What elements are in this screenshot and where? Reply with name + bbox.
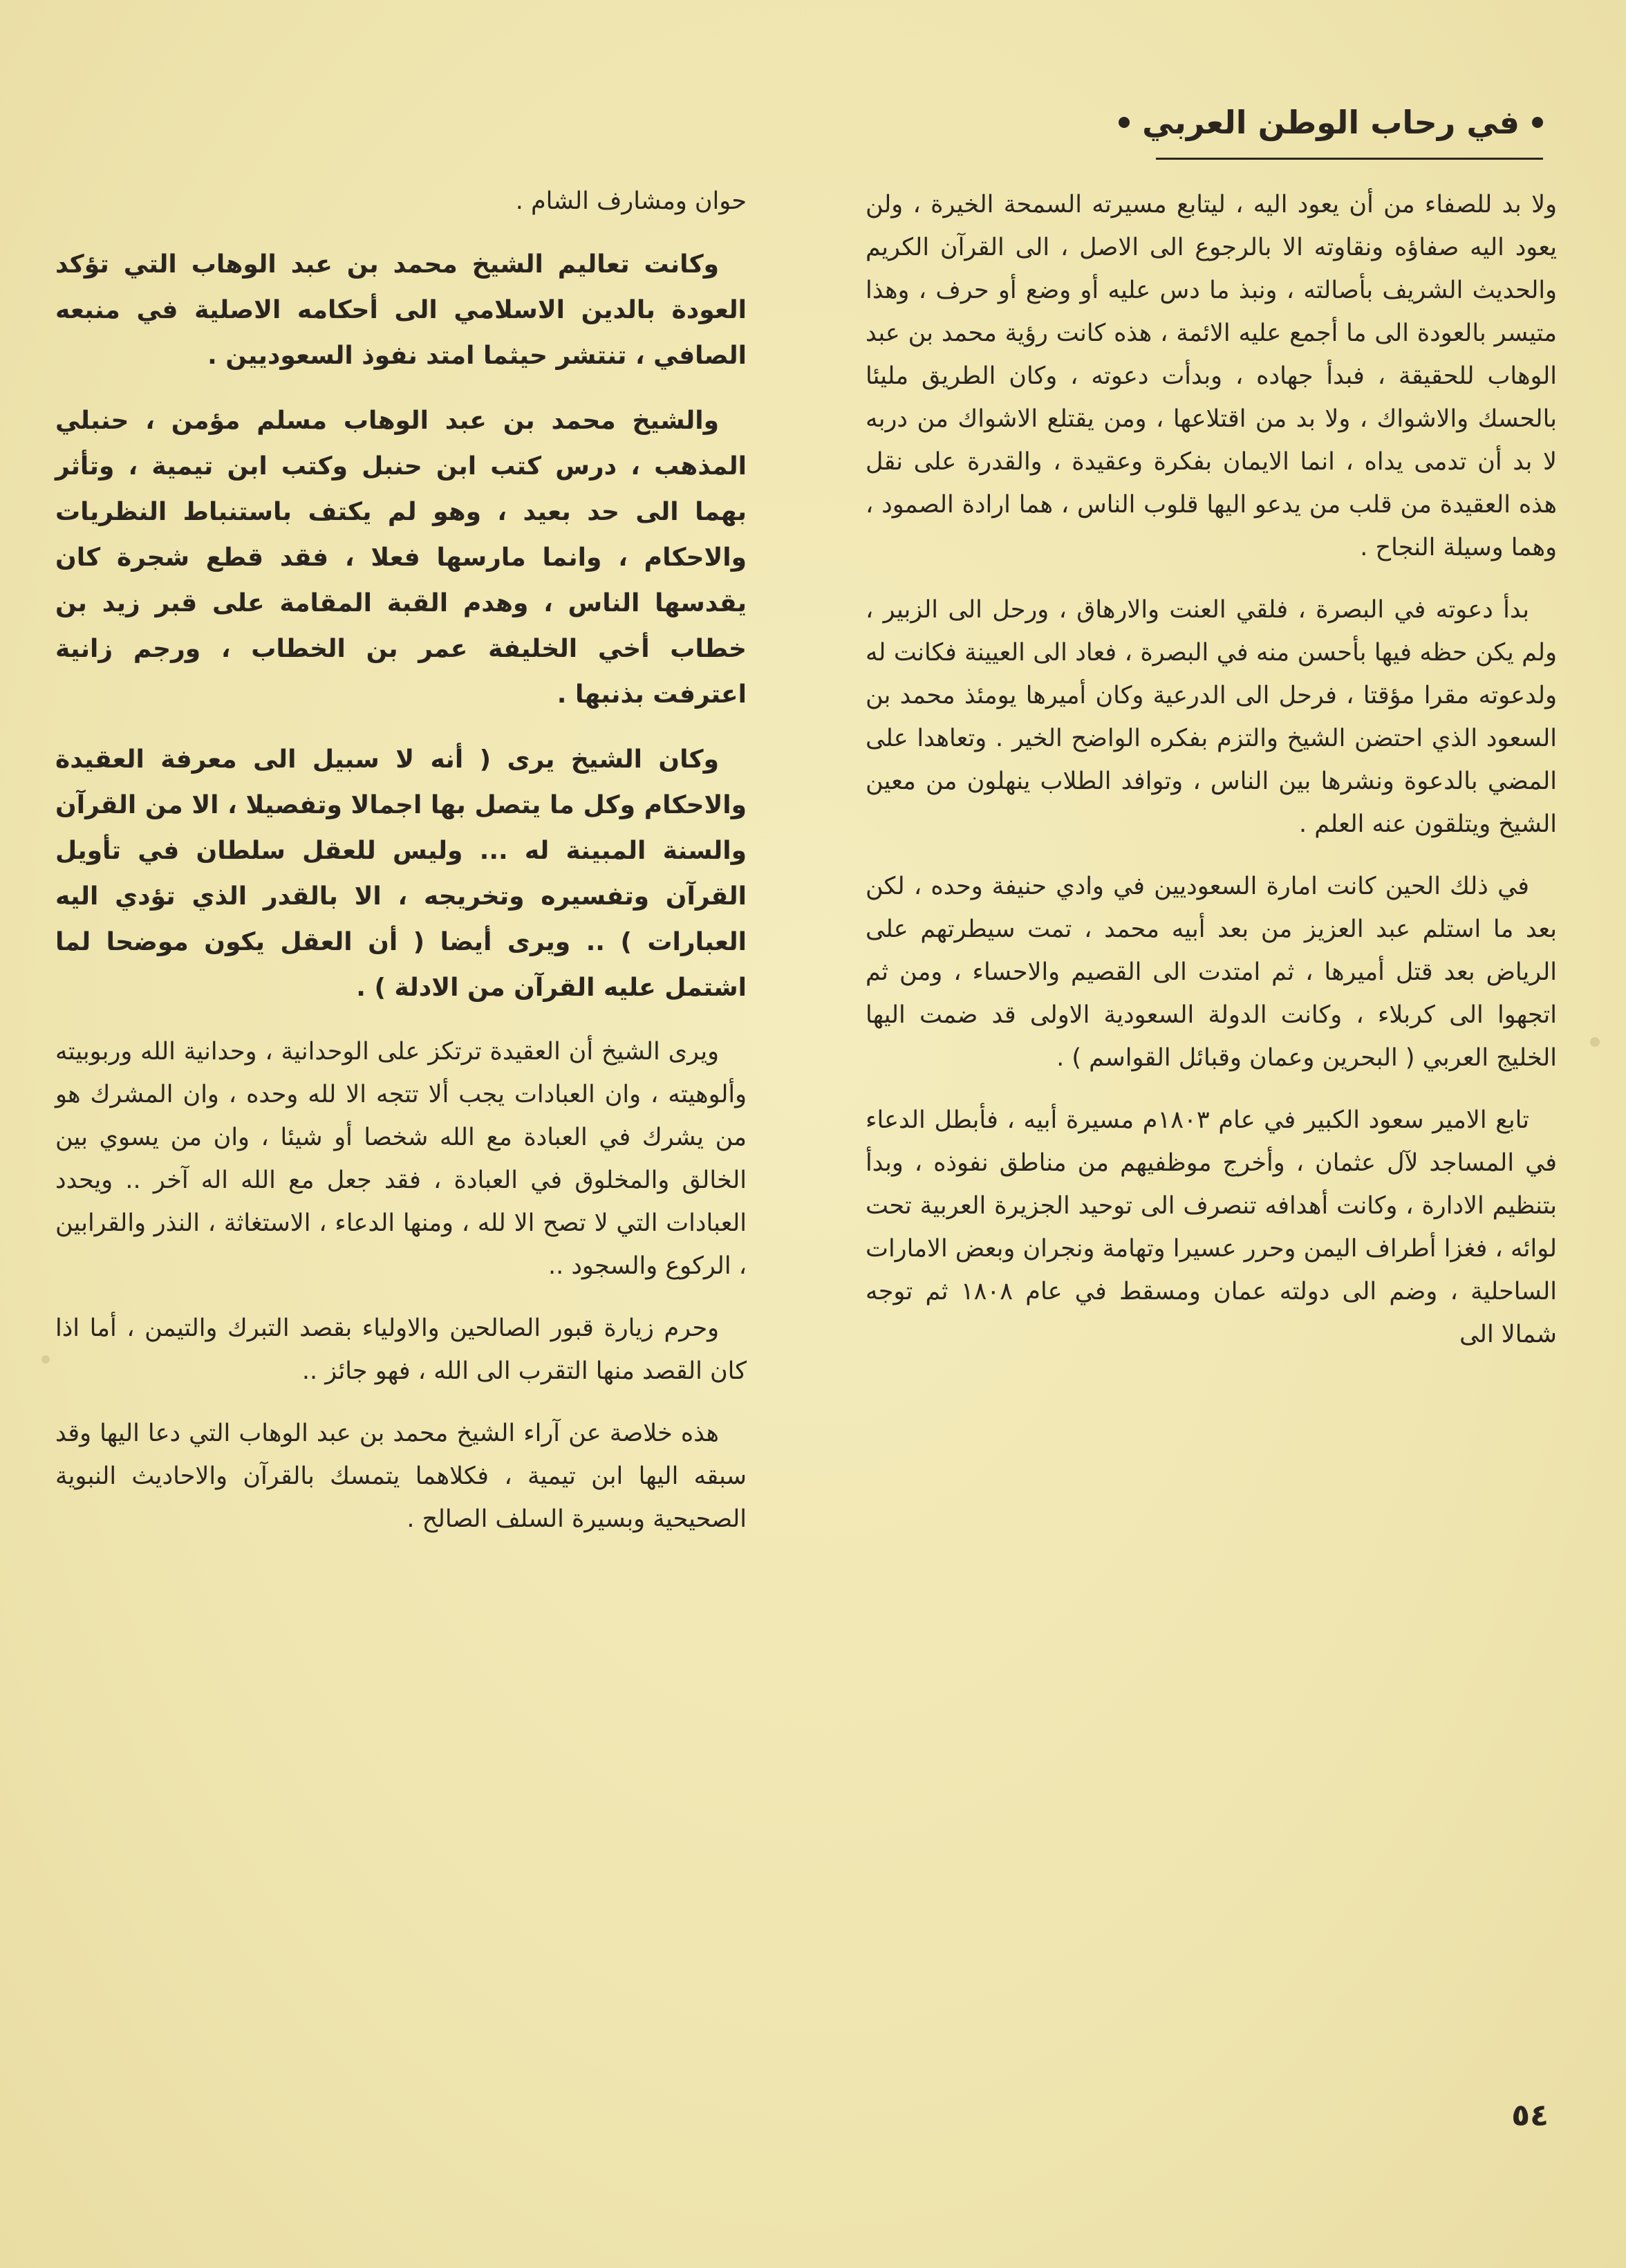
page-number: ٥٤ <box>1511 2098 1549 2133</box>
bullet-icon <box>1119 117 1130 128</box>
paragraph: هذه خلاصة عن آراء الشيخ محمد بن عبد الوهاب التي دعا اليها وقد سبقه اليها ابن تيمية ، فكلاهما يتمسك بالقرآن والاحاديث النبوية الصحيحية وبسيرة السلف الصالح . <box>55 1420 747 1533</box>
right-column <box>866 183 1557 1375</box>
paragraph: والشيخ محمد بن عبد الوهاب مسلم مؤمن ، حنبلي المذهب ، درس كتب ابن حنبل وكتب ابن تيمية ، وتأثر بهما الى حد بعيد ، وهو لم يكتف باستنباط النظريات والاحكام ، وانما مارسها فعلا ، فقد قطع شجرة كان يقدسها الناس ، وهدم القبة المقامة على قبر زيد بن خطاب أخي الخليفة عمر بن الخطاب ، ورجم زانية اعترفت بذنبها . <box>55 407 747 709</box>
header-rule <box>1156 158 1543 160</box>
paragraph: ويرى الشيخ أن العقيدة ترتكز على الوحدانية ، وحدانية الله وربوبيته وألوهيته ، وان العبادات يجب ألا تتجه الا لله وحده ، وان المشرك هو من يشرك في العبادة مع الله شخصا أو شيئا ، وان من يسوي بين الخالق والمخلوق في العبادة ، فقد جعل مع الله اله آخر .. ويحدد العبادات التي لا تصح الا لله ، ومنها الدعاء ، الاستغاثة ، النذر والقرابين ، الركوع والسجود .. <box>55 1038 747 1280</box>
paragraph: وكان الشيخ يرى ( أنه لا سبيل الى معرفة العقيدة والاحكام وكل ما يتصل بها اجمالا وتفصيلا ، الا من القرآن والسنة المبينة له ... وليس للعقل سلطان في تأويل القرآن وتفسيره وتخريجه ، الا بالقدر الذي تؤدي اليه العبارات ) .. ويرى أيضا ( أن العقل يكون موضحا لما اشتمل عليه القرآن من الادلة ) . <box>55 745 747 1002</box>
paragraph: وكانت تعاليم الشيخ محمد بن عبد الوهاب التي تؤكد العودة بالدين الاسلامي الى أحكامه الاصلية في منبعه الصافي ، تنتشر حيثما امتد نفوذ السعوديين . <box>55 250 747 370</box>
left-column <box>55 180 747 1560</box>
paragraph: في ذلك الحين كانت امارة السعوديين في وادي حنيفة وحده ، لكن بعد ما استلم عبد العزيز من بعد أبيه محمد ، تمت سيطرتهم على الرياض بعد قتل أميرها ، ثم امتدت الى القصيم والاحساء ، ومن ثم اتجهوا الى كربلاء ، وكانت الدولة السعودية الاولى قد ضمت اليها الخليج العربي ( البحرين وعمان وقبائل القواسم ) . <box>866 873 1557 1072</box>
paper-spot <box>1590 1037 1600 1047</box>
section-title-text: في رحاب الوطن العربي <box>1142 104 1520 141</box>
paragraph: تابع الامير سعود الكبير في عام ١٨٠٣م مسيرة أبيه ، فأبطل الدعاء في المساجد لآل عثمان ، وأخرج موظفيهم من مناطق نفوذه ، وبدأ بتنظيم الادارة ، وكانت أهدافه تنصرف الى توحيد الجزيرة العربية تحت لوائه ، فغزا أطراف اليمن وحرر عسيرا وتهامة ونجران وبعض الامارات الساحلية ، وضم الى دولته عمان ومسقط في عام ١٨٠٨ ثم توجه شمالا الى <box>866 1106 1557 1348</box>
paper-spot <box>41 1355 50 1364</box>
section-title <box>1119 104 1543 141</box>
paragraph: ولا بد للصفاء من أن يعود اليه ، ليتابع مسيرته السمحة الخيرة ، ولن يعود اليه صفاؤه ونقاوته الا بالرجوع الى الاصل ، الى القرآن الكريم والحديث الشريف بأصالته ، ونبذ ما دس عليه أو وضع أو حرف ، وهذا متيسر بالعودة الى ما أجمع عليه الائمة ، هذه كانت رؤية محمد بن عبد الوهاب للحقيقة ، فبدأ جهاده ، وبدأت دعوته ، وكان الطريق مليئا بالحسك والاشواك ، ولا بد من اقتلاعها ، ومن يقتلع الاشواك من دربه لا بد أن تدمى يداه ، انما الايمان بفكرة وعقيدة ، والقدرة على نقل هذه العقيدة من قلب من يدعو اليها قلوب الناس ، هما ارادة الصمود ، وهما وسيلة النجاح . <box>866 191 1557 561</box>
section-header <box>1142 104 1543 159</box>
paragraph: بدأ دعوته في البصرة ، فلقي العنت والارهاق ، ورحل الى الزبير ، ولم يكن حظه فيها بأحسن منه في البصرة ، فعاد الى العيينة فكانت له ولدعوته مقرا مؤقتا ، فرحل الى الدرعية وكان أميرها يومئذ محمد بن السعود الذي احتضن الشيخ والتزم بفكره الواضح الخير . وتعاهدا على المضي بالدعوة ونشرها بين الناس ، وتوافد الطلاب ينهلون من معين الشيخ ويتلقون عنه العلم . <box>866 596 1557 838</box>
paragraph: حوان ومشارف الشام . <box>515 187 747 215</box>
bullet-icon <box>1532 117 1543 128</box>
paragraph: وحرم زيارة قبور الصالحين والاولياء بقصد التبرك والتيمن ، أما اذا كان القصد منها التقرب الى الله ، فهو جائز .. <box>55 1314 747 1385</box>
